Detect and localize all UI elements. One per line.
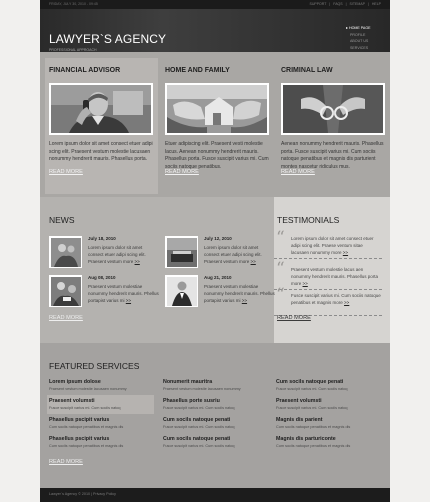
top-link-support[interactable]: SUPPORT bbox=[309, 2, 327, 6]
testimonial-item bbox=[274, 285, 382, 316]
testimonial-text: Fusce suscipit varius mi. Cum sociis natoque penatibus et magnis more >> bbox=[291, 293, 381, 305]
nav-item-about[interactable]: ABOUT US bbox=[350, 39, 369, 44]
service-item[interactable]: Magnis dis parient Cum sociis natoque penatibus et magnis dis bbox=[276, 417, 351, 429]
testimonial-more-arrow[interactable]: >> bbox=[302, 281, 308, 286]
feature-title: CRIMINAL LAW bbox=[281, 67, 333, 74]
nav-item-home[interactable]: ▸ HOME PAGE bbox=[350, 25, 390, 32]
news-thumbnail[interactable] bbox=[49, 275, 82, 307]
top-links: SUPPORT | FAQS | SITEMAP | HELP bbox=[310, 0, 382, 9]
news-date: Aug 08, 2010 bbox=[88, 275, 116, 280]
service-item[interactable]: Phasellus porte susriu Fusce suscipit varius mi. Cum sociis natoq bbox=[163, 398, 235, 410]
service-item[interactable]: Cum socils natoque penati Fusce suscipit varius mi. Cum sociis natoq bbox=[276, 379, 348, 391]
news-more-arrow[interactable]: >> bbox=[125, 298, 132, 303]
services-heading: FEATURED SERVICES bbox=[49, 361, 140, 371]
read-more-link[interactable]: READ MORE bbox=[281, 169, 315, 175]
page bbox=[40, 0, 390, 502]
top-link-faqs[interactable]: FAQS bbox=[333, 2, 343, 6]
services-read-more-link[interactable]: READ MORE bbox=[49, 459, 83, 465]
news-date: July 18, 2010 bbox=[88, 236, 116, 241]
news-more-arrow[interactable]: >> bbox=[241, 298, 248, 303]
date-text: FRIDAY, JULY 30, 2010 - 09:45 bbox=[49, 2, 98, 6]
handcuffs-photo bbox=[281, 83, 385, 135]
feature-criminal-law bbox=[272, 52, 388, 197]
testimonial-more-arrow[interactable]: >> bbox=[344, 300, 350, 305]
testimonial-text: Lorem ipsum dolor sit amet consect etuer adipi scing elit. Praese ventum sitae lacusaen nonummy more >> bbox=[291, 236, 374, 255]
service-item[interactable]: Phasellus pscipit varius Cum sociis natoque penatibus et magnis dis bbox=[49, 436, 124, 448]
news-thumbnail[interactable] bbox=[165, 236, 198, 268]
footer bbox=[40, 488, 390, 502]
features-section bbox=[40, 52, 390, 197]
read-more-link[interactable]: READ MORE bbox=[165, 169, 199, 175]
site-logo-title[interactable]: LAWYER`S AGENCY bbox=[49, 32, 167, 46]
testimonials-read-more-link[interactable]: READ MORE bbox=[277, 315, 311, 321]
news-thumbnail[interactable] bbox=[49, 236, 82, 268]
news-item bbox=[165, 236, 275, 270]
feature-text: Etuer adipiscing elit. Praesent vesti molestie lacus. Aenean nonummy hendrerit mauris. Phasellus porta. Fusce suscipit varius mi. Cum sociis natoque penatibus. bbox=[165, 141, 269, 170]
news-read-more-link[interactable]: READ MORE bbox=[49, 315, 83, 321]
quote-mark-icon: “ bbox=[276, 228, 285, 248]
featured-services-section bbox=[40, 343, 390, 488]
top-link-help[interactable]: HELP bbox=[371, 2, 381, 6]
testimonials-block bbox=[274, 197, 390, 343]
news-more-arrow[interactable]: >> bbox=[250, 259, 256, 264]
news-text: Lorem ipsum dolor sit amet consect etuer adipi scing elit. Praesent vestum more >> bbox=[88, 245, 146, 264]
nav-item-profile[interactable]: PROFILE bbox=[350, 32, 366, 37]
news-heading: NEWS bbox=[49, 215, 75, 225]
testimonial-text: Praesent vestum molestie lacus aen nonummy hendrerit mauris. Phasellus porta more >> bbox=[291, 267, 379, 286]
news-thumbnail[interactable] bbox=[165, 275, 198, 307]
testimonial-item bbox=[274, 228, 382, 259]
man-on-phone-photo bbox=[49, 83, 153, 135]
news-item bbox=[165, 275, 275, 309]
feature-financial-advisor bbox=[40, 52, 156, 197]
hands-house-photo bbox=[165, 83, 269, 135]
service-item[interactable]: Cum socils natoque penati Fusce suscipit varius mi. Cum sociis natoq bbox=[163, 417, 235, 429]
feature-text: Lorem ipsum dolor sit amet consect etuer adipi scing elit. Praesent vestum molestie lacusaen nonummy hendrerit mauris. Phasellus porta. bbox=[49, 141, 153, 163]
service-item[interactable]: Lorem ipsum dolose Praesent vestum molestie lacusaen nonummy bbox=[49, 379, 127, 391]
quote-mark-icon: “ bbox=[276, 259, 285, 279]
quote-mark-icon: “ bbox=[276, 285, 285, 305]
feature-home-family bbox=[156, 52, 272, 197]
news-item bbox=[49, 275, 159, 309]
service-item[interactable]: Nonumerit mauritra Praesent vestum molestie lacusaen nonummy bbox=[163, 379, 241, 391]
news-block bbox=[40, 197, 274, 343]
top-bar bbox=[40, 0, 390, 9]
nav-item-services[interactable]: SERVICES bbox=[350, 45, 369, 50]
news-more-arrow[interactable]: >> bbox=[134, 259, 140, 264]
feature-title: HOME AND FAMILY bbox=[165, 67, 230, 74]
news-testimonials-section bbox=[40, 197, 390, 343]
testimonial-more-arrow[interactable]: >> bbox=[342, 250, 349, 255]
testimonials-heading: TESTIMONIALS bbox=[277, 215, 340, 225]
feature-text: Aenean nonummy hendrerit mauris. Phasellus porta. Fusce suscipit varius mi. Cum sociis natoque penatibus et magnis dis parturient montes nascetur ridiculus mus. bbox=[281, 141, 384, 170]
footer-text: Lawyer`s Agency © 2010 | Privacy Policy bbox=[49, 492, 117, 496]
news-text: Lorem ipsum dolor sit amet consect etuer adipi scing elit. Praesent vestum more >> bbox=[204, 245, 262, 264]
header bbox=[40, 9, 390, 52]
news-text: Praesent vestum molestiae nonummy hendrerit mauris. Phellus portapist varius mi >> bbox=[88, 284, 159, 303]
read-more-link[interactable]: READ MORE bbox=[49, 169, 83, 175]
news-item bbox=[49, 236, 159, 270]
top-link-sitemap[interactable]: SITEMAP bbox=[349, 2, 365, 6]
news-date: July 12, 2010 bbox=[204, 236, 232, 241]
testimonial-item bbox=[274, 259, 382, 290]
service-item[interactable]: Phasellus pscipit varius Cum sociis natoque penatibus et magnis dis bbox=[49, 417, 124, 429]
service-item[interactable]: Praesent volumsti Fusce suscipit varius mi. Cum sociis natoq bbox=[276, 398, 348, 410]
service-item[interactable]: Magnis dis parturiconte Cum sociis natoque penatibus et magnis dis bbox=[276, 436, 351, 448]
feature-title: FINANCIAL ADVISOR bbox=[49, 67, 121, 74]
site-logo-subtitle: PROFESSIONAL APPROACH bbox=[49, 48, 97, 52]
service-item[interactable]: Cum socils natoque penati Fusce suscipit varius mi. Cum sociis natoq bbox=[163, 436, 235, 448]
service-item[interactable]: Praesent volumsti Fusce suscipit varius mi. Cum sociis natoq bbox=[47, 395, 154, 414]
news-date: Aug 21, 2010 bbox=[204, 275, 232, 280]
news-text: Praesent vestum molestiae nonummy hendrerit mauris. Phellus portapist varius mi >> bbox=[204, 284, 275, 303]
